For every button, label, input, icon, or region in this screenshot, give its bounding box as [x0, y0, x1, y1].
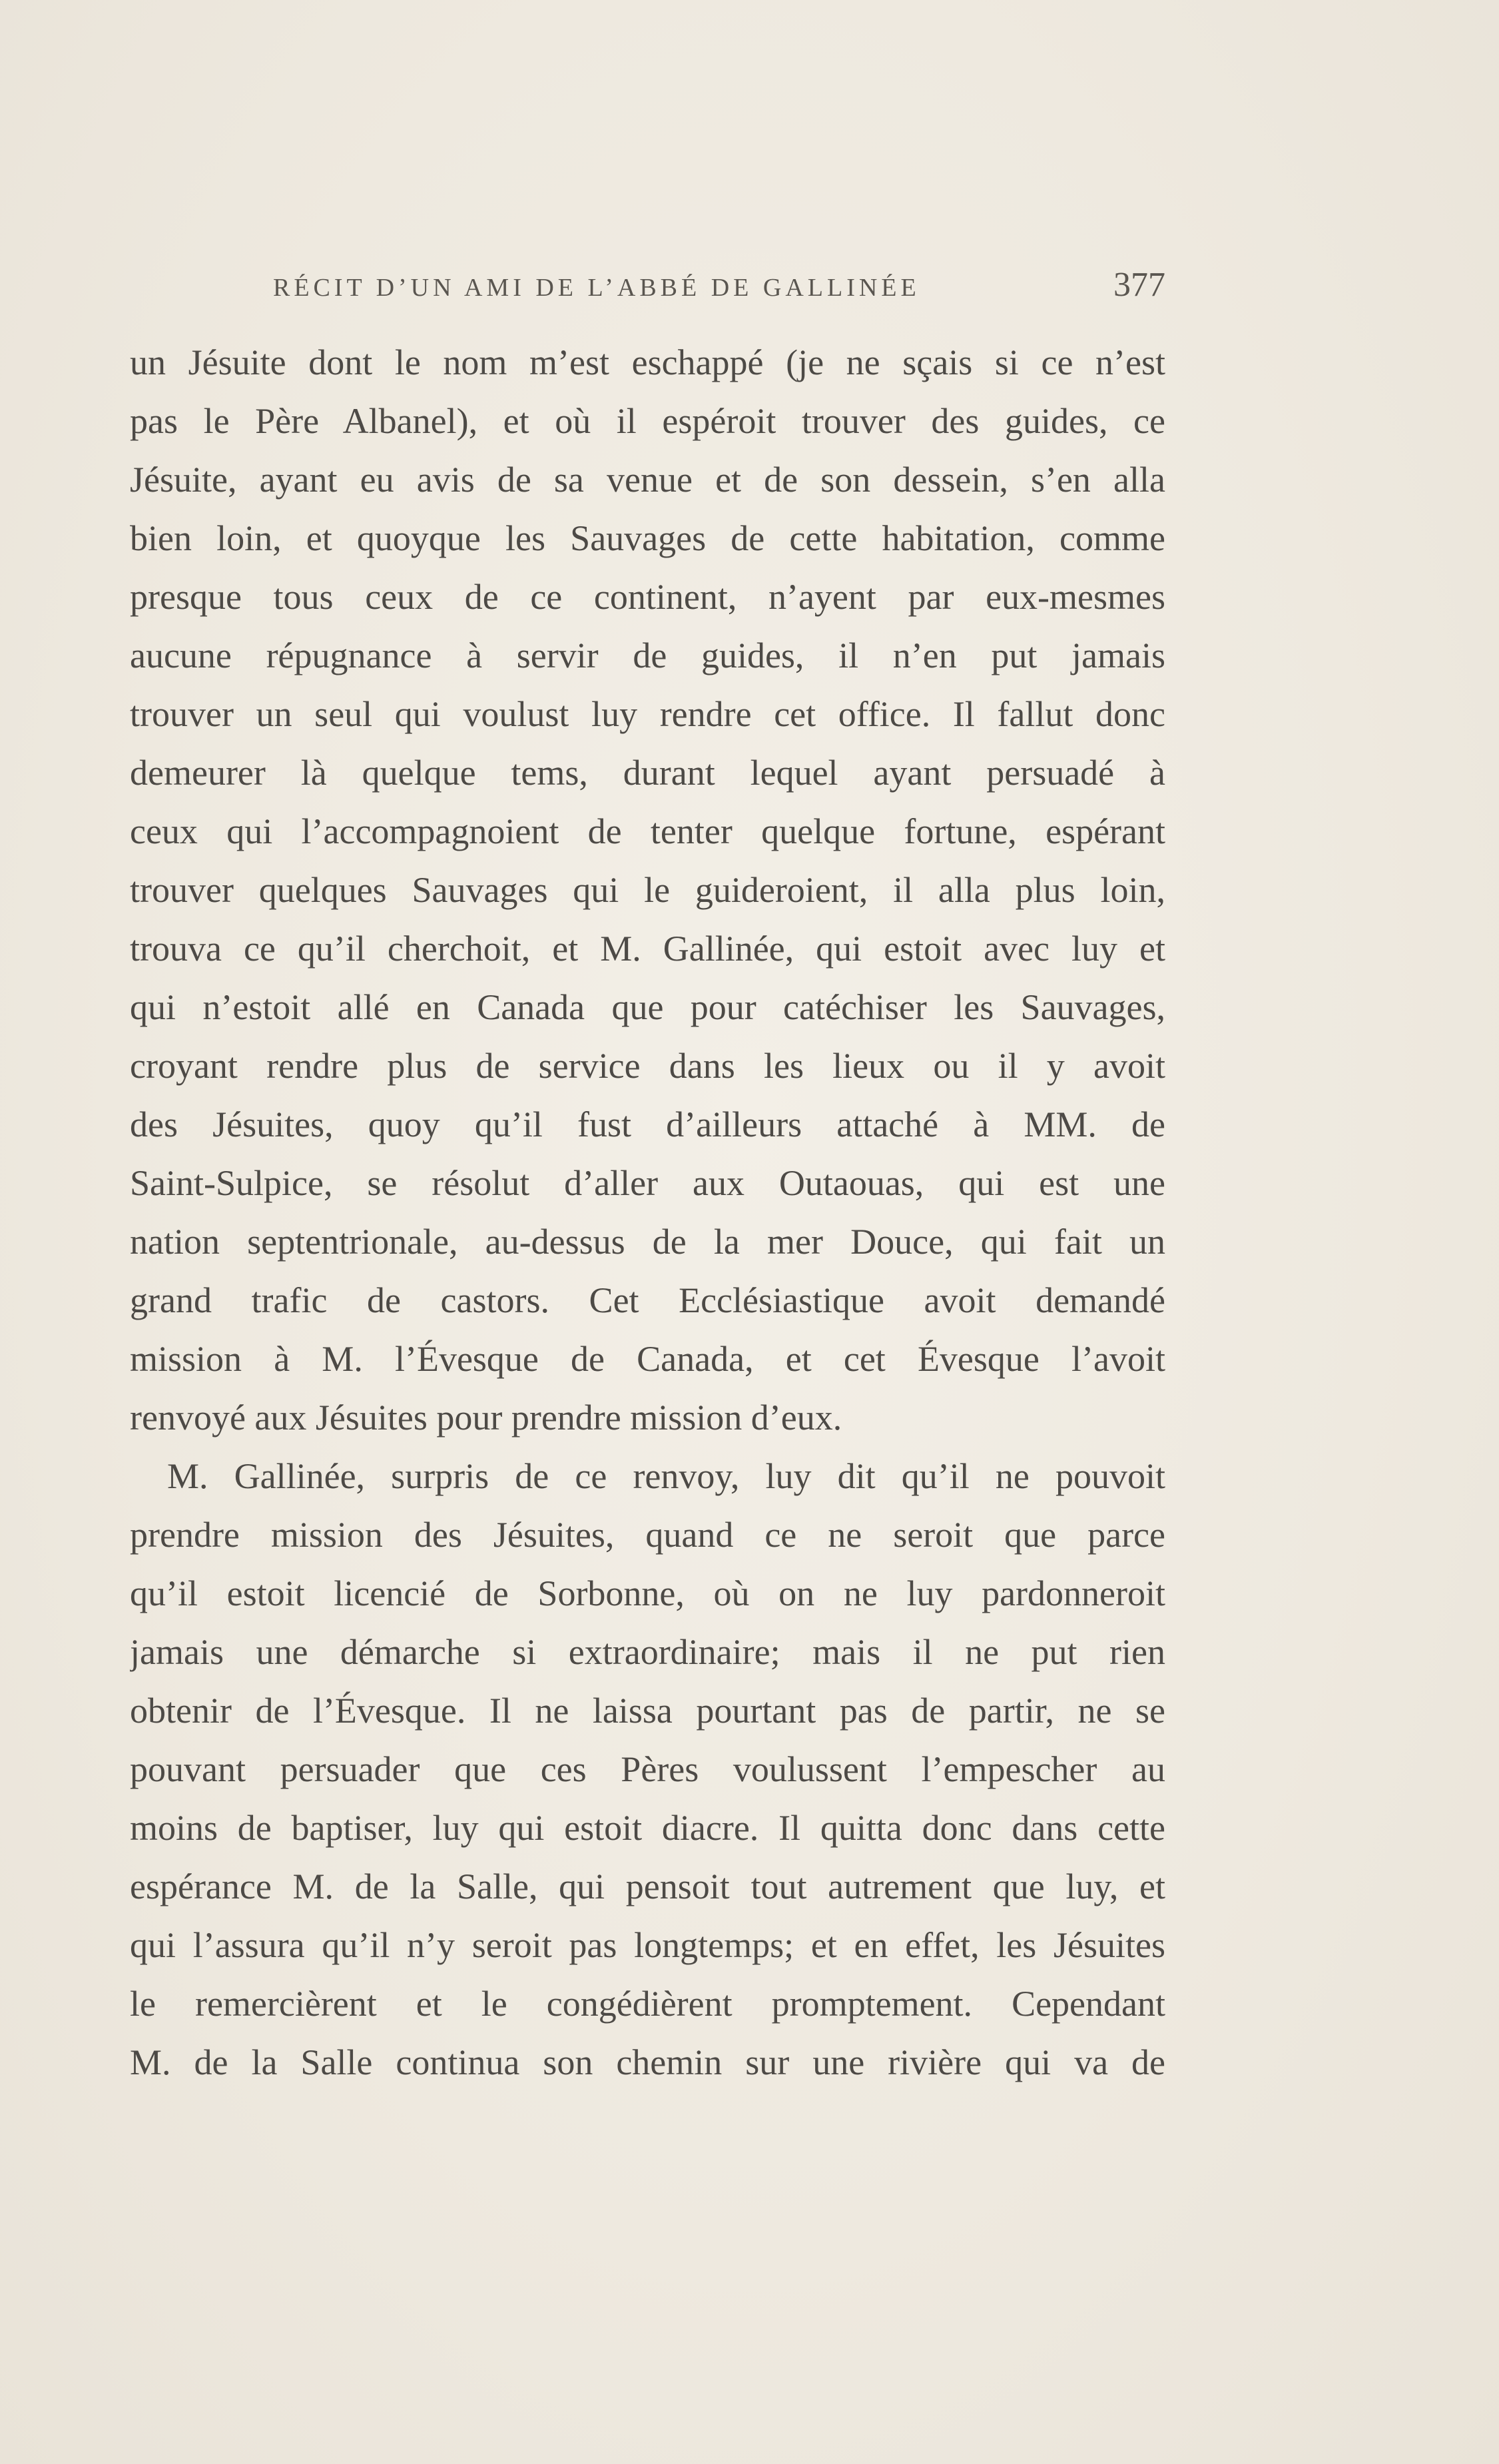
text-line: M. de la Salle continua son chemin sur une rivière qui va de	[130, 2042, 1165, 2082]
text-line: demeurer là quelque tems, durant lequel ayant persuadé à	[130, 753, 1165, 793]
page-number: 377	[1113, 266, 1165, 304]
text-line: grand trafic de castors. Cet Ecclésiastique avoit demandé	[130, 1280, 1165, 1320]
text-line: pouvant persuader que ces Pères voulussent l’empescher au	[130, 1749, 1165, 1789]
text-line: qu’il estoit licencié de Sorbonne, où on ne luy pardonneroit	[130, 1573, 1165, 1613]
text-line: mission à M. l’Évesque de Canada, et cet Évesque l’avoit	[130, 1339, 1165, 1379]
text-line: bien loin, et quoyque les Sauvages de cette habitation, comme	[130, 518, 1165, 558]
text-line: presque tous ceux de ce continent, n’ayent par eux-mesmes	[130, 577, 1165, 617]
text-line: nation septentrionale, au-dessus de la mer Douce, qui fait un	[130, 1222, 1165, 1262]
text-line: moins de baptiser, luy qui estoit diacre. Il quitta donc dans cette	[130, 1808, 1165, 1848]
text-line: M. Gallinée, surpris de ce renvoy, luy dit qu’il ne pouvoit	[167, 1456, 1165, 1496]
text-line: trouver un seul qui voulust luy rendre cet office. Il fallut donc	[130, 694, 1165, 734]
text-line: des Jésuites, quoy qu’il fust d’ailleurs attaché à MM. de	[130, 1104, 1165, 1144]
text-line: espérance M. de la Salle, qui pensoit tout autrement que luy, et	[130, 1866, 1165, 1906]
text-line: jamais une démarche si extraordinaire; mais il ne put rien	[130, 1632, 1165, 1672]
text-line: trouver quelques Sauvages qui le guideroient, il alla plus loin,	[130, 870, 1165, 910]
text-line: obtenir de l’Évesque. Il ne laissa pourtant pas de partir, ne se	[130, 1691, 1165, 1731]
running-head	[130, 268, 1165, 314]
text-line: le remercièrent et le congédièrent promptement. Cependant	[130, 1984, 1165, 2024]
running-title: RÉCIT D’UN AMI DE L’ABBÉ DE GALLINÉE	[273, 274, 920, 302]
text-line: prendre mission des Jésuites, quand ce ne seroit que parce	[130, 1515, 1165, 1555]
body-text	[130, 333, 1165, 2092]
text-line: qui l’assura qu’il n’y seroit pas longtemps; et en effet, les Jésuites	[130, 1925, 1165, 1965]
text-line: Saint-Sulpice, se résolut d’aller aux Outaouas, qui est une	[130, 1163, 1165, 1203]
text-line: qui n’estoit allé en Canada que pour catéchiser les Sauvages,	[130, 987, 1165, 1027]
text-line: renvoyé aux Jésuites pour prendre mission d’eux.	[130, 1398, 842, 1437]
text-line: un Jésuite dont le nom m’est eschappé (je ne sçais si ce n’est	[130, 342, 1165, 382]
text-line: trouva ce qu’il cherchoit, et M. Gallinée, qui estoit avec luy et	[130, 929, 1165, 969]
text-line: pas le Père Albanel), et où il espéroit trouver des guides, ce	[130, 401, 1165, 441]
text-line: Jésuite, ayant eu avis de sa venue et de son dessein, s’en alla	[130, 460, 1165, 500]
text-line: croyant rendre plus de service dans les lieux ou il y avoit	[130, 1046, 1165, 1086]
text-line: aucune répugnance à servir de guides, il n’en put jamais	[130, 635, 1165, 675]
text-line: ceux qui l’accompagnoient de tenter quelque fortune, espérant	[130, 811, 1165, 851]
